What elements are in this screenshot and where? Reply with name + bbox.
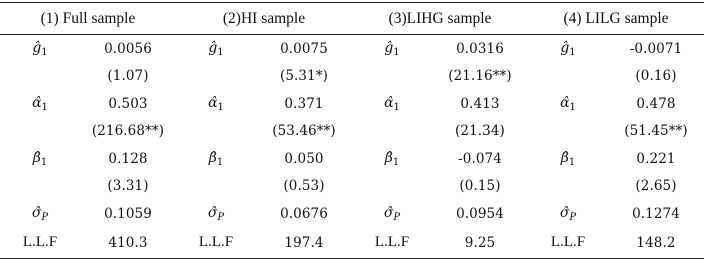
tstat-beta1-full: (3.31) xyxy=(107,178,149,195)
value-beta1-lihg: -0.074 xyxy=(458,150,502,167)
tstat-beta1-lihg: (0.15) xyxy=(459,178,501,195)
symbol-g1: $ĝ_1$ xyxy=(384,39,400,58)
value-llf-hi: 197.4 xyxy=(256,228,352,259)
symbol-g1: $ĝ_1$ xyxy=(32,39,48,58)
symbol-sigma-p: $\sigmâ_P$ xyxy=(31,204,49,223)
row-g1 xyxy=(0,35,704,63)
row-beta1 xyxy=(0,145,704,173)
row-alpha1-tstat xyxy=(0,118,704,146)
tstat-alpha1-full: (216.68**) xyxy=(91,123,165,140)
value-alpha1-hi: 0.371 xyxy=(284,95,324,112)
value-beta1-lilg: 0.221 xyxy=(636,150,676,167)
symbol-beta1: $\betâ_1$ xyxy=(560,149,576,168)
tstat-g1-full: (1.07) xyxy=(107,68,149,85)
header-row xyxy=(0,3,704,35)
value-g1-lilg: -0.0071 xyxy=(629,40,683,57)
value-alpha1-lihg: 0.413 xyxy=(460,95,500,112)
row-g1-tstat xyxy=(0,63,704,91)
header-lihg-sample: (3)LIHG sample xyxy=(352,3,528,35)
value-alpha1-full: 0.503 xyxy=(108,95,148,112)
symbol-g1: $ĝ_1$ xyxy=(208,39,224,58)
value-llf-lihg: 9.25 xyxy=(432,228,528,259)
row-beta1-tstat xyxy=(0,173,704,201)
label-llf: L.L.F xyxy=(176,228,256,259)
tstat-alpha1-hi: (53.46**) xyxy=(272,123,336,140)
header-full-sample: (1) Full sample xyxy=(0,3,176,35)
label-llf: L.L.F xyxy=(352,228,432,259)
estimation-results-table xyxy=(0,2,704,259)
tstat-beta1-lilg: (2.65) xyxy=(635,178,677,195)
value-beta1-hi: 0.050 xyxy=(284,150,324,167)
symbol-sigma-p: $\sigmâ_P$ xyxy=(559,204,577,223)
value-sigma-p-lihg: 0.0954 xyxy=(456,205,504,222)
header-lilg-sample: (4) LILG sample xyxy=(528,3,704,35)
value-beta1-full: 0.128 xyxy=(108,150,148,167)
symbol-sigma-p: $\sigmâ_P$ xyxy=(383,204,401,223)
label-llf: L.L.F xyxy=(0,228,80,259)
symbol-alpha1: $\alphâ_1$ xyxy=(560,94,576,113)
label-llf: L.L.F xyxy=(528,228,608,259)
value-g1-full: 0.0056 xyxy=(104,40,152,57)
symbol-alpha1: $\alphâ_1$ xyxy=(208,94,224,113)
tstat-g1-hi: (5.31*) xyxy=(279,68,329,85)
row-alpha1 xyxy=(0,90,704,118)
value-llf-lilg: 148.2 xyxy=(608,228,704,259)
symbol-g1: $ĝ_1$ xyxy=(560,39,576,58)
value-sigma-p-hi: 0.0676 xyxy=(280,205,328,222)
value-g1-hi: 0.0075 xyxy=(280,40,328,57)
symbol-beta1: $\betâ_1$ xyxy=(384,149,400,168)
row-llf xyxy=(0,228,704,259)
symbol-alpha1: $\alphâ_1$ xyxy=(32,94,48,113)
value-llf-full: 410.3 xyxy=(80,228,176,259)
row-sigma-p xyxy=(0,200,704,228)
tstat-alpha1-lihg: (21.34) xyxy=(455,123,505,140)
tstat-g1-lilg: (0.16) xyxy=(635,68,677,85)
symbol-beta1: $\betâ_1$ xyxy=(208,149,224,168)
tstat-g1-lihg: (21.16**) xyxy=(448,68,512,85)
value-sigma-p-lilg: 0.1274 xyxy=(632,205,680,222)
value-sigma-p-full: 0.1059 xyxy=(104,205,152,222)
header-hi-sample: (2)HI sample xyxy=(176,3,352,35)
value-g1-lihg: 0.0316 xyxy=(456,40,504,57)
tstat-alpha1-lilg: (51.45**) xyxy=(624,123,688,140)
symbol-sigma-p: $\sigmâ_P$ xyxy=(207,204,225,223)
symbol-alpha1: $\alphâ_1$ xyxy=(384,94,400,113)
value-alpha1-lilg: 0.478 xyxy=(636,95,676,112)
symbol-beta1: $\betâ_1$ xyxy=(32,149,48,168)
tstat-beta1-hi: (0.53) xyxy=(283,178,325,195)
